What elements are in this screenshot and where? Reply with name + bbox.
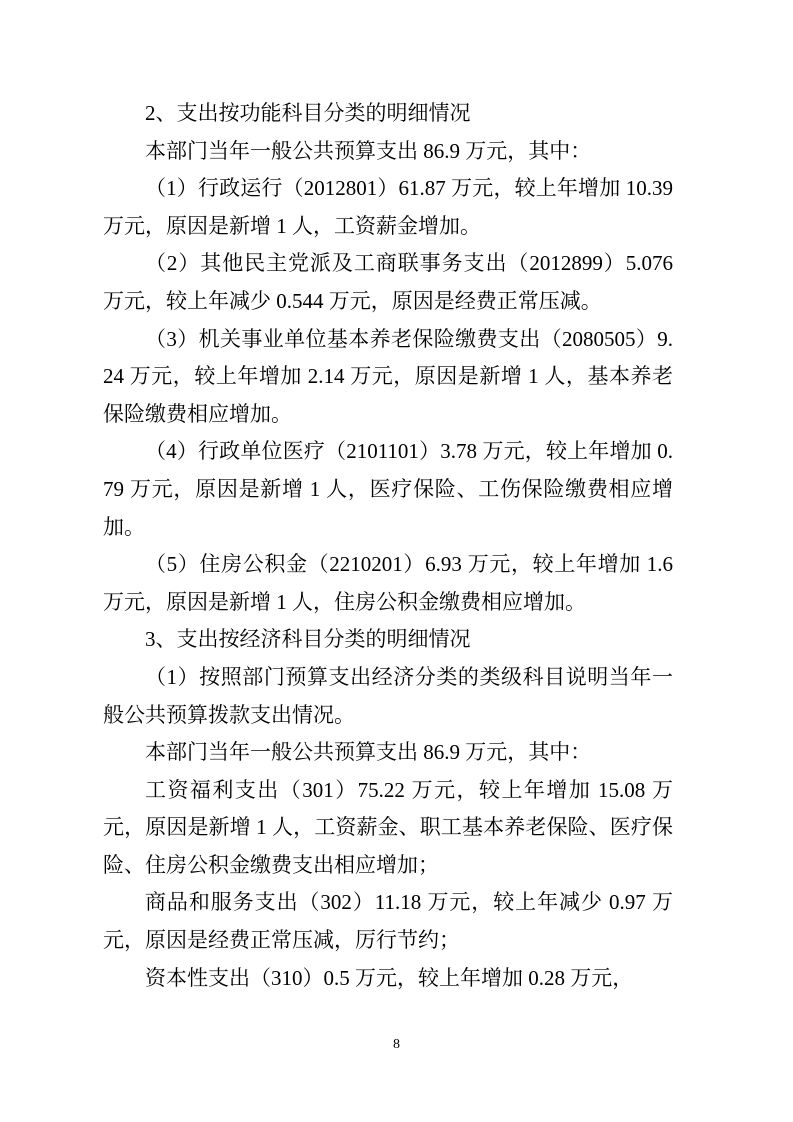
paragraph: 工资福利支出（301）75.22 万元，较上年增加 15.08 万元，原因是新增 1 人，工资薪金、职工基本养老保险、医疗保险、住房公积金缴费支出相应增加； [103,777,673,877]
document-body [103,95,673,997]
paragraph: 3、支出按经济科目分类的明细情况 [145,627,471,652]
paragraph: （2）其他民主党派及工商联事务支出（2012899）5.076 万元，较上年减少 0.544 万元，原因是经费正常压减。 [103,251,673,313]
paragraph: 2、支出按功能科目分类的明细情况 [145,101,471,125]
paragraph: （3）机关事业单位基本养老保险缴费支出（2080505）9.24 万元，较上年增加 2.14 万元，原因是新增 1 人，基本养老保险缴费相应增加。 [103,326,673,426]
paragraph: （1）按照部门预算支出经济分类的类级科目说明当年一般公共预算拨款支出情况。 [103,664,673,727]
paragraph: 本部门当年一般公共预算支出 86.9 万元，其中： [145,740,592,765]
paragraph: 本部门当年一般公共预算支出 86.9 万元，其中： [145,138,592,163]
page-number: 8 [393,1037,400,1052]
paragraph: （5）住房公积金（2210201）6.93 万元，较上年增加 1.6 万元，原因是新增 1 人，住房公积金缴费相应增加。 [103,552,673,614]
paragraph: 资本性支出（310）0.5 万元，较上年增加 0.28 万元， [145,965,634,990]
paragraph: （4）行政单位医疗（2101101）3.78 万元，较上年增加 0.79 万元，原因是新增 1 人，医疗保险、工伤保险缴费相应增加。 [103,439,673,539]
paragraph: 商品和服务支出（302）11.18 万元，较上年减少 0.97 万元，原因是经费正常压减，厉行节约； [103,890,673,953]
paragraph: （1）行政运行（2012801）61.87 万元，较上年增加 10.39 万元，原因是新增 1 人，工资薪金增加。 [103,176,673,238]
